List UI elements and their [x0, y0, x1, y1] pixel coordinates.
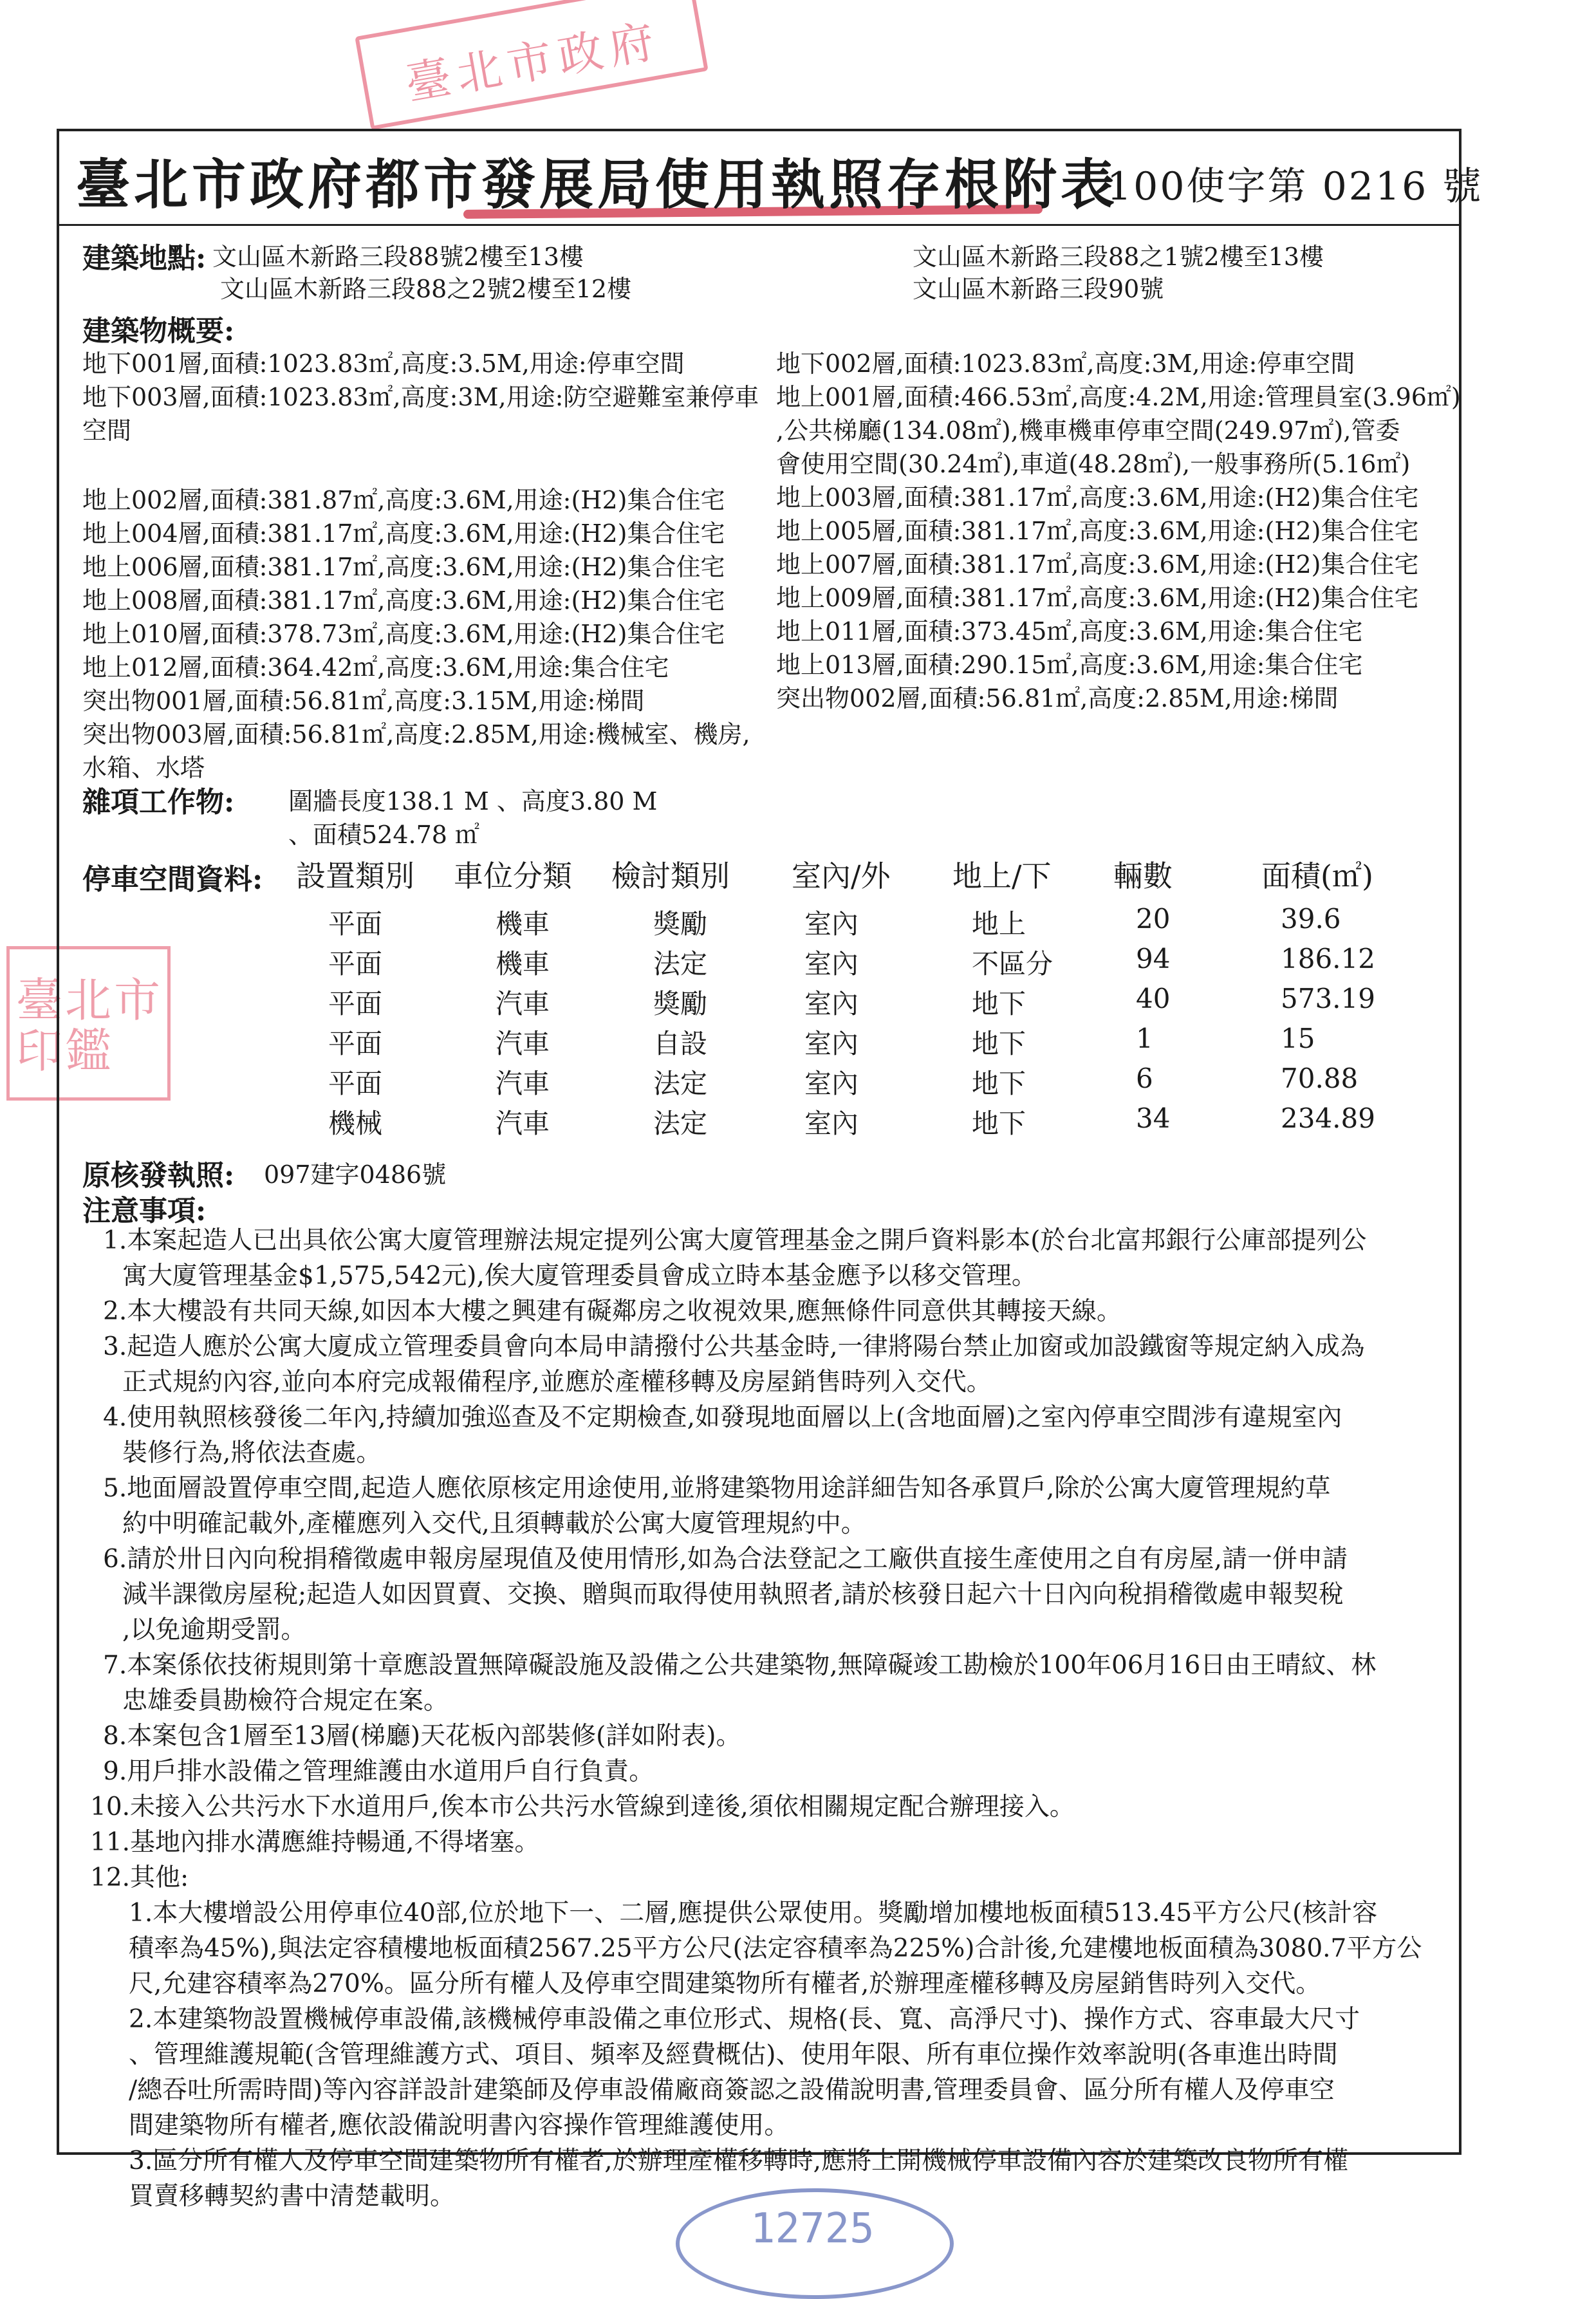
- table-cell: 不區分: [972, 948, 1053, 980]
- floor-entry: 突出物001層,面積:56.81㎡,高度:3.15M,用途:梯間: [82, 687, 645, 715]
- table-cell: 法定: [653, 948, 708, 980]
- receipt-stamp: [676, 2188, 954, 2299]
- table-cell: 平面: [328, 948, 383, 980]
- table-cell: 573.19: [1281, 983, 1375, 1014]
- table-cell: 94: [1136, 943, 1171, 974]
- floor-entry: 地上004層,面積:381.17㎡,高度:3.6M,用途:(H2)集合住宅: [82, 519, 725, 548]
- note-line: 3.區分所有權人及停車空間建築物所有權者,於辦理產權移轉時,應將上開機械停車設備內容於建築改良物所有權: [129, 2146, 1349, 2175]
- table-cell: 平面: [328, 988, 383, 1019]
- table-cell: 地下: [972, 1028, 1026, 1059]
- address-line: 文山區木新路三段90號: [913, 275, 1164, 303]
- note-line: 買賣移轉契約書中清楚載明。: [129, 2182, 456, 2211]
- floor-entry: 地上012層,面積:364.42㎡,高度:3.6M,用途:集合住宅: [82, 653, 669, 682]
- notes-label: 注意事項:: [82, 1195, 207, 1227]
- table-cell: 室內: [804, 1028, 859, 1059]
- table-cell: 室內: [804, 1068, 859, 1099]
- floor-entry: 地上010層,面積:378.73㎡,高度:3.6M,用途:(H2)集合住宅: [82, 620, 725, 648]
- note-line: 忠雄委員勘檢符合規定在案。: [122, 1686, 449, 1715]
- address-label: 建築地點:: [82, 242, 207, 275]
- note-line: 6.請於卅日內向稅捐稽徵處申報房屋現值及使用情形,如為合法登記之工廠供直接生產使用之自有房屋,請一併申請: [103, 1545, 1348, 1574]
- floor-entry: 會使用空間(30.24㎡),車道(48.28㎡),一般事務所(5.16㎡): [776, 450, 1411, 478]
- table-cell: 地下: [972, 988, 1026, 1019]
- note-line: 10.未接入公共污水下水道用戶,俟本市公共污水管線到達後,須依相關規定配合辦理接入。: [90, 1792, 1075, 1821]
- table-cell: 234.89: [1281, 1103, 1375, 1134]
- table-cell: 室內: [804, 1108, 859, 1139]
- column-header: 地上/下: [952, 859, 1052, 893]
- note-line: 減半課徵房屋稅;起造人如因買賣、交換、贈與而取得使用執照者,請於核發日起六十日內向稅捐稽徵處申報契稅: [122, 1580, 1344, 1609]
- table-cell: 6: [1136, 1063, 1153, 1094]
- note-line: 正式規約內容,並向本府完成報備程序,並應於產權移轉及房屋銷售時列入交代。: [122, 1368, 992, 1397]
- note-line: 、管理維護規範(含管理維護方式、項目、頻率及經費概估)、使用年限、所有車位操作效率說明(各車進出時間: [129, 2040, 1338, 2069]
- table-cell: 40: [1136, 983, 1171, 1014]
- floor-entry: 空間: [82, 416, 132, 445]
- document-title: 臺北市政府都市發展局使用執照存根附表: [76, 153, 1119, 216]
- table-cell: 15: [1281, 1023, 1315, 1054]
- column-header: 檢討類別: [611, 859, 730, 893]
- table-cell: 34: [1136, 1103, 1171, 1134]
- floor-entry: 地上003層,面積:381.17㎡,高度:3.6M,用途:(H2)集合住宅: [776, 483, 1419, 512]
- table-cell: 70.88: [1281, 1063, 1359, 1094]
- table-cell: 20: [1136, 903, 1171, 935]
- address-line: 文山區木新路三段88之1號2樓至13樓: [913, 243, 1324, 271]
- address-line: 文山區木新路三段88之2號2樓至12樓: [220, 275, 632, 303]
- note-line: 積率為45%),與法定容積樓地板面積2567.25平方公尺(法定容積率為225%)合計後,允建樓地板面積為3080.7平方公: [129, 1934, 1422, 1963]
- table-cell: 地下: [972, 1108, 1026, 1139]
- note-line: 間建築物所有權者,應依設備說明書內容操作管理維護使用。: [129, 2111, 790, 2140]
- note-line: /總吞吐所需時間)等內容詳設計建築師及停車設備廠商簽認之設備說明書,管理委員會、區分所有權人及停車空: [129, 2076, 1335, 2105]
- note-line: 9.用戶排水設備之管理維護由水道用戶自行負責。: [103, 1757, 654, 1786]
- note-line: 11.基地內排水溝應維持暢通,不得堵塞。: [90, 1828, 540, 1857]
- note-line: 7.本案係依技術規則第十章應設置無障礙設施及設備之公共建築物,無障礙竣工勘檢於100年06月16日由王晴紋、林: [103, 1651, 1377, 1680]
- overview-label: 建築物概要:: [82, 315, 235, 348]
- note-line: 2.本大樓設有共同天線,如因本大樓之興建有礙鄰房之收視效果,應無條件同意供其轉接天線。: [103, 1297, 1122, 1326]
- seal-text: 臺北市 印鑑: [16, 973, 163, 1079]
- table-cell: 39.6: [1281, 903, 1341, 935]
- note-line: 1.本案起造人已出具依公寓大廈管理辦法規定提列公寓大廈管理基金之開戶資料影本(於台北富邦銀行公庫部提列公: [103, 1226, 1367, 1255]
- column-header: 車位分類: [454, 859, 572, 893]
- table-cell: 室內: [804, 908, 859, 940]
- official-seal-stamp: [355, 0, 708, 130]
- column-header: 面積(㎡): [1261, 859, 1373, 893]
- floor-entry: 地上006層,面積:381.17㎡,高度:3.6M,用途:(H2)集合住宅: [82, 553, 725, 581]
- stamp-number: 12725: [750, 2205, 875, 2253]
- floor-entry: 地上005層,面積:381.17㎡,高度:3.6M,用途:(H2)集合住宅: [776, 517, 1419, 545]
- table-cell: 地下: [972, 1068, 1026, 1099]
- floor-entry: 地下002層,面積:1023.83㎡,高度:3M,用途:停車空間: [776, 349, 1355, 378]
- address-line: 文山區木新路三段88號2樓至13樓: [212, 243, 584, 271]
- original-permit-label: 原核發執照:: [82, 1159, 235, 1192]
- table-cell: 汽車: [496, 1068, 550, 1099]
- table-cell: 法定: [653, 1068, 708, 1099]
- column-header: 設置類別: [296, 859, 414, 893]
- original-permit-value: 097建字0486號: [264, 1160, 447, 1189]
- table-cell: 汽車: [496, 1108, 550, 1139]
- parking-label: 停車空間資料:: [82, 863, 263, 896]
- note-line: 寓大廈管理基金$1,575,542元),俟大廈管理委員會成立時本基金應予以移交管理。: [122, 1261, 1037, 1290]
- misc-works-line: 、面積524.78 ㎡: [288, 821, 480, 849]
- misc-works-line: 圍牆長度138.1 M 、高度3.80 M: [288, 787, 658, 815]
- table-cell: 獎勵: [653, 908, 708, 940]
- note-line: 12.其他:: [90, 1863, 189, 1892]
- note-line: 約中明確記載外,產權應列入交代,且須轉載於公寓大廈管理規約中。: [122, 1509, 866, 1538]
- floor-entry: 地上013層,面積:290.15㎡,高度:3.6M,用途:集合住宅: [776, 651, 1363, 679]
- table-cell: 平面: [328, 1068, 383, 1099]
- table-cell: 機車: [496, 948, 550, 980]
- floor-entry: 水箱、水塔: [82, 754, 205, 782]
- table-cell: 室內: [804, 948, 859, 980]
- note-line: 裝修行為,將依法查處。: [122, 1438, 382, 1467]
- floor-entry: 地下003層,面積:1023.83㎡,高度:3M,用途:防空避難室兼停車: [82, 383, 759, 411]
- table-cell: 室內: [804, 988, 859, 1019]
- note-line: 4.使用執照核發後二年內,持續加強巡查及不定期檢查,如發現地面層以上(含地面層)之室內停車空間涉有違規室內: [103, 1403, 1342, 1432]
- table-cell: 1: [1136, 1023, 1153, 1054]
- table-cell: 自設: [653, 1028, 708, 1059]
- note-line: 1.本大樓增設公用停車位40部,位於地下一、二層,應提供公眾使用。獎勵增加樓地板面積513.45平方公尺(核計容: [129, 1899, 1378, 1928]
- floor-entry: 地上008層,面積:381.17㎡,高度:3.6M,用途:(H2)集合住宅: [82, 586, 725, 615]
- table-cell: 平面: [328, 908, 383, 940]
- table-cell: 186.12: [1281, 943, 1375, 974]
- table-cell: 機械: [328, 1108, 383, 1139]
- misc-works-label: 雜項工作物:: [82, 786, 235, 819]
- floor-entry: 地上001層,面積:466.53㎡,高度:4.2M,用途:管理員室(3.96㎡): [776, 383, 1461, 411]
- table-cell: 獎勵: [653, 988, 708, 1019]
- table-cell: 機車: [496, 908, 550, 940]
- note-line: 尺,允建容積率為270%。區分所有權人及停車空間建築物所有權者,於辦理產權移轉及房屋銷售時列入交代。: [129, 1969, 1321, 1998]
- note-line: ,以免逾期受罰。: [122, 1615, 306, 1644]
- note-line: 3.起造人應於公寓大廈成立管理委員會向本局申請撥付公共基金時,一律將陽台禁止加窗或加設鐵窗等規定納入成為: [103, 1332, 1365, 1361]
- table-cell: 地上: [972, 908, 1026, 940]
- floor-entry: 突出物003層,面積:56.81㎡,高度:2.85M,用途:機械室、機房,: [82, 720, 750, 749]
- note-line: 2.本建築物設置機械停車設備,該機械停車設備之車位形式、規格(長、寬、高淨尺寸)、操作方式、容車最大尺寸: [129, 2005, 1360, 2034]
- column-header: 室內/外: [792, 859, 891, 893]
- floor-entry: 地上011層,面積:373.45㎡,高度:3.6M,用途:集合住宅: [776, 617, 1363, 646]
- floor-entry: 地上007層,面積:381.17㎡,高度:3.6M,用途:(H2)集合住宅: [776, 550, 1419, 579]
- table-cell: 汽車: [496, 1028, 550, 1059]
- floor-entry: 突出物002層,面積:56.81㎡,高度:2.85M,用途:梯間: [776, 684, 1339, 712]
- column-header: 輛數: [1113, 859, 1173, 893]
- table-cell: 汽車: [496, 988, 550, 1019]
- seal-text: 臺北市政府: [402, 14, 665, 111]
- floor-entry: 地上002層,面積:381.87㎡,高度:3.6M,用途:(H2)集合住宅: [82, 486, 725, 514]
- table-cell: 平面: [328, 1028, 383, 1059]
- note-line: 5.地面層設置停車空間,起造人應依原核定用途使用,並將建築物用途詳細告知各承買戶,除於公寓大廈管理規約草: [103, 1474, 1331, 1503]
- permit-number: 100使字第 0216 號: [1107, 164, 1483, 209]
- title-divider: [57, 224, 1461, 226]
- floor-entry: 地下001層,面積:1023.83㎡,高度:3.5M,用途:停車空間: [82, 349, 685, 378]
- floor-entry: ,公共梯廳(134.08㎡),機車機車停車空間(249.97㎡),管委: [776, 416, 1400, 445]
- floor-entry: 地上009層,面積:381.17㎡,高度:3.6M,用途:(H2)集合住宅: [776, 584, 1419, 612]
- note-line: 8.本案包含1層至13層(梯廳)天花板內部裝修(詳如附表)。: [103, 1722, 741, 1751]
- table-cell: 法定: [653, 1108, 708, 1139]
